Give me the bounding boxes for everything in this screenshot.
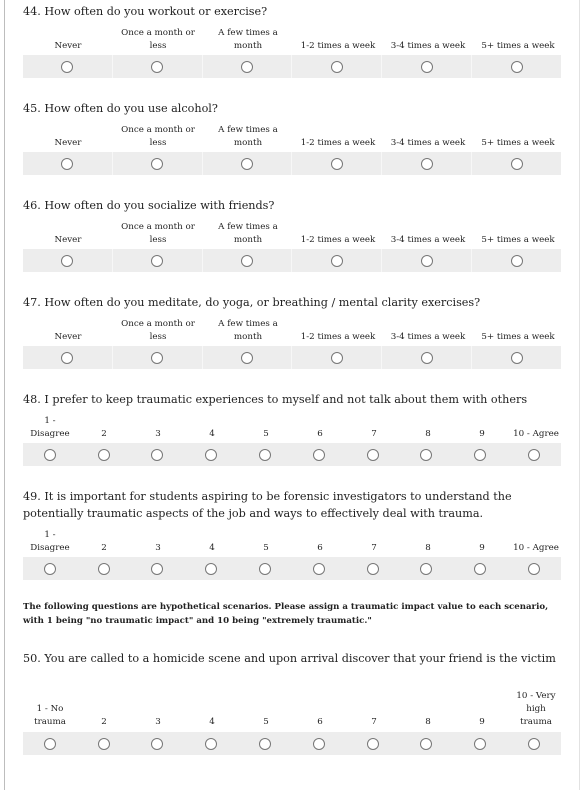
option-label: Once a month or less (121, 319, 195, 342)
radio-option[interactable] (61, 158, 73, 170)
option-label: 6 (317, 543, 323, 553)
option-label: 6 (317, 717, 323, 727)
option-label: 3 (155, 543, 161, 553)
radio-option[interactable] (367, 563, 379, 575)
option-label: Once a month or less (121, 222, 195, 245)
radio-option[interactable] (313, 449, 325, 461)
question-44 (23, 3, 563, 51)
radio-cell (507, 732, 561, 755)
radio-option[interactable] (367, 449, 379, 461)
radio-cell (23, 557, 77, 580)
radio-option[interactable] (528, 563, 540, 575)
radio-cell (112, 346, 202, 369)
radio-cell (184, 732, 238, 755)
radio-option[interactable] (420, 563, 432, 575)
option-label: 5+ times a week (481, 332, 555, 342)
option-label: 1-2 times a week (300, 332, 376, 342)
question-48 (23, 391, 563, 439)
radio-option[interactable] (331, 158, 343, 170)
option-headers (23, 120, 563, 150)
option-label: 2 (101, 429, 107, 439)
radio-cell (400, 557, 454, 580)
option-label: 9 (479, 543, 485, 553)
radio-cell (346, 443, 400, 466)
radio-cell (77, 557, 131, 580)
radio-cell (238, 443, 292, 466)
radio-option[interactable] (528, 449, 540, 461)
option-label: Never (54, 332, 82, 342)
question-title: 44. How often do you workout or exercise? (23, 5, 268, 18)
radio-cell (292, 557, 346, 580)
radio-option[interactable] (474, 449, 486, 461)
radio-option[interactable] (61, 61, 73, 73)
option-headers (23, 23, 563, 53)
radio-cell (202, 249, 292, 272)
radio-cell (202, 55, 292, 78)
radio-cell (112, 55, 202, 78)
option-headers (23, 314, 563, 344)
radio-option[interactable] (421, 255, 433, 267)
radio-row (23, 443, 561, 466)
radio-option[interactable] (421, 352, 433, 364)
question-title: 47. How often do you meditate, do yoga, or breathing / mental clarity exercises? (23, 296, 481, 309)
radio-cell (381, 55, 471, 78)
option-label: Never (54, 138, 82, 148)
radio-option[interactable] (44, 738, 56, 750)
radio-option[interactable] (511, 158, 523, 170)
question-47 (23, 294, 563, 342)
option-label: 7 (371, 429, 377, 439)
option-label: 1-2 times a week (300, 138, 376, 148)
radio-cell (291, 346, 381, 369)
radio-option[interactable] (205, 563, 217, 575)
radio-option[interactable] (511, 255, 523, 267)
radio-option[interactable] (98, 449, 110, 461)
radio-option[interactable] (151, 449, 163, 461)
radio-cell (292, 443, 346, 466)
radio-cell (77, 443, 131, 466)
radio-cell (292, 732, 346, 755)
radio-option[interactable] (61, 255, 73, 267)
option-label: 8 (425, 429, 431, 439)
option-label: 4 (209, 429, 215, 439)
radio-cell (184, 443, 238, 466)
option-label: 5 (263, 543, 269, 553)
radio-option[interactable] (205, 449, 217, 461)
option-label: 7 (371, 543, 377, 553)
radio-option[interactable] (331, 255, 343, 267)
radio-cell (23, 443, 77, 466)
radio-cell (453, 443, 507, 466)
option-label: 1 - No trauma (34, 704, 66, 727)
option-label: 4 (209, 543, 215, 553)
option-label: 3-4 times a week (390, 41, 466, 51)
radio-option[interactable] (98, 738, 110, 750)
question-title: 49. It is important for students aspiring to be forensic investigators to understand the potentially traumatic aspects of the job and ways to effectively deal with trauma. (23, 490, 512, 520)
option-label: 8 (425, 717, 431, 727)
radio-cell (453, 732, 507, 755)
radio-cell (238, 732, 292, 755)
radio-option[interactable] (44, 449, 56, 461)
option-label: Once a month or less (121, 125, 195, 148)
radio-cell (453, 557, 507, 580)
radio-cell (238, 557, 292, 580)
radio-row (23, 55, 561, 78)
radio-cell (400, 732, 454, 755)
radio-option[interactable] (420, 738, 432, 750)
radio-cell (184, 557, 238, 580)
radio-cell (381, 152, 471, 175)
option-label: 3 (155, 717, 161, 727)
option-label: 1 - Disagree (30, 416, 70, 439)
radio-option[interactable] (151, 255, 163, 267)
radio-row (23, 152, 561, 175)
question-45 (23, 100, 563, 148)
radio-cell (400, 443, 454, 466)
option-label: 3-4 times a week (390, 235, 466, 245)
question-46 (23, 197, 563, 245)
radio-option[interactable] (241, 61, 253, 73)
radio-cell (131, 557, 185, 580)
radio-option[interactable] (420, 449, 432, 461)
option-label: Once a month or less (121, 28, 195, 51)
left-border (4, 0, 5, 790)
option-label: 2 (101, 717, 107, 727)
option-label: A few times a month (218, 125, 278, 148)
radio-cell (131, 732, 185, 755)
radio-option[interactable] (61, 352, 73, 364)
option-label: 1-2 times a week (300, 235, 376, 245)
radio-cell (471, 152, 561, 175)
option-headers (23, 411, 563, 441)
option-label: Never (54, 235, 82, 245)
radio-cell (23, 732, 77, 755)
radio-cell (291, 152, 381, 175)
option-label: 10 - Very high trauma (516, 691, 556, 727)
option-label: 4 (209, 717, 215, 727)
option-label: 5 (263, 429, 269, 439)
radio-option[interactable] (98, 563, 110, 575)
radio-option[interactable] (313, 738, 325, 750)
radio-cell (346, 557, 400, 580)
radio-option[interactable] (474, 563, 486, 575)
radio-option[interactable] (259, 449, 271, 461)
radio-option[interactable] (151, 563, 163, 575)
question-50 (23, 650, 563, 727)
radio-cell (202, 346, 292, 369)
option-label: 6 (317, 429, 323, 439)
option-label: A few times a month (218, 319, 278, 342)
radio-row (23, 557, 561, 580)
radio-option[interactable] (313, 563, 325, 575)
option-label: 5 (263, 717, 269, 727)
radio-cell (381, 346, 471, 369)
radio-cell (381, 249, 471, 272)
option-label: 5+ times a week (481, 138, 555, 148)
radio-option[interactable] (528, 738, 540, 750)
radio-row (23, 346, 561, 369)
option-label: 9 (479, 717, 485, 727)
radio-cell (471, 346, 561, 369)
option-headers (23, 217, 563, 247)
question-49 (23, 488, 563, 553)
radio-cell (202, 152, 292, 175)
option-headers (23, 526, 563, 555)
radio-option[interactable] (474, 738, 486, 750)
option-label: 3-4 times a week (390, 332, 466, 342)
radio-option[interactable] (151, 738, 163, 750)
radio-cell (471, 55, 561, 78)
radio-cell (23, 152, 112, 175)
option-label: 1 - Disagree (30, 530, 70, 553)
option-label: 8 (425, 543, 431, 553)
radio-cell (346, 732, 400, 755)
radio-cell (507, 443, 561, 466)
radio-cell (23, 346, 112, 369)
radio-option[interactable] (511, 352, 523, 364)
question-title: 46. How often do you socialize with friends? (23, 199, 275, 212)
option-label: Never (54, 41, 82, 51)
question-title: 50. You are called to a homicide scene and upon arrival discover that your friend is the victim (23, 652, 556, 665)
radio-cell (23, 249, 112, 272)
radio-option[interactable] (331, 352, 343, 364)
radio-option[interactable] (331, 61, 343, 73)
radio-cell (77, 732, 131, 755)
right-border (579, 0, 580, 790)
radio-option[interactable] (151, 61, 163, 73)
option-label: 5+ times a week (481, 41, 555, 51)
option-label: 7 (371, 717, 377, 727)
option-label: A few times a month (218, 222, 278, 245)
radio-cell (112, 249, 202, 272)
question-title: 48. I prefer to keep traumatic experiences to myself and not talk about them with others (23, 393, 528, 406)
radio-cell (131, 443, 185, 466)
radio-cell (112, 152, 202, 175)
scenario-instructions: The following questions are hypothetical scenarios. Please assign a traumatic impact value to each scenario, with 1 being "no traumatic impact" and 10 being "extremely traumatic." (23, 602, 549, 626)
radio-cell (291, 249, 381, 272)
radio-cell (507, 557, 561, 580)
option-label: 10 - Agree (513, 543, 559, 553)
option-label: 5+ times a week (481, 235, 555, 245)
radio-cell (291, 55, 381, 78)
option-headers (23, 674, 563, 729)
option-label: A few times a month (218, 28, 278, 51)
option-label: 9 (479, 429, 485, 439)
radio-option[interactable] (205, 738, 217, 750)
radio-row (23, 249, 561, 272)
question-title: 45. How often do you use alcohol? (23, 102, 218, 115)
radio-option[interactable] (44, 563, 56, 575)
radio-option[interactable] (241, 255, 253, 267)
radio-cell (23, 55, 112, 78)
radio-option[interactable] (241, 352, 253, 364)
radio-cell (471, 249, 561, 272)
radio-option[interactable] (151, 158, 163, 170)
radio-option[interactable] (511, 61, 523, 73)
radio-row (23, 732, 561, 755)
radio-option[interactable] (241, 158, 253, 170)
radio-option[interactable] (259, 738, 271, 750)
radio-option[interactable] (367, 738, 379, 750)
option-label: 2 (101, 543, 107, 553)
option-label: 3 (155, 429, 161, 439)
radio-option[interactable] (421, 61, 433, 73)
option-label: 3-4 times a week (390, 138, 466, 148)
option-label: 10 - Agree (513, 429, 559, 439)
radio-option[interactable] (151, 352, 163, 364)
option-label: 1-2 times a week (300, 41, 376, 51)
radio-option[interactable] (421, 158, 433, 170)
radio-option[interactable] (259, 563, 271, 575)
